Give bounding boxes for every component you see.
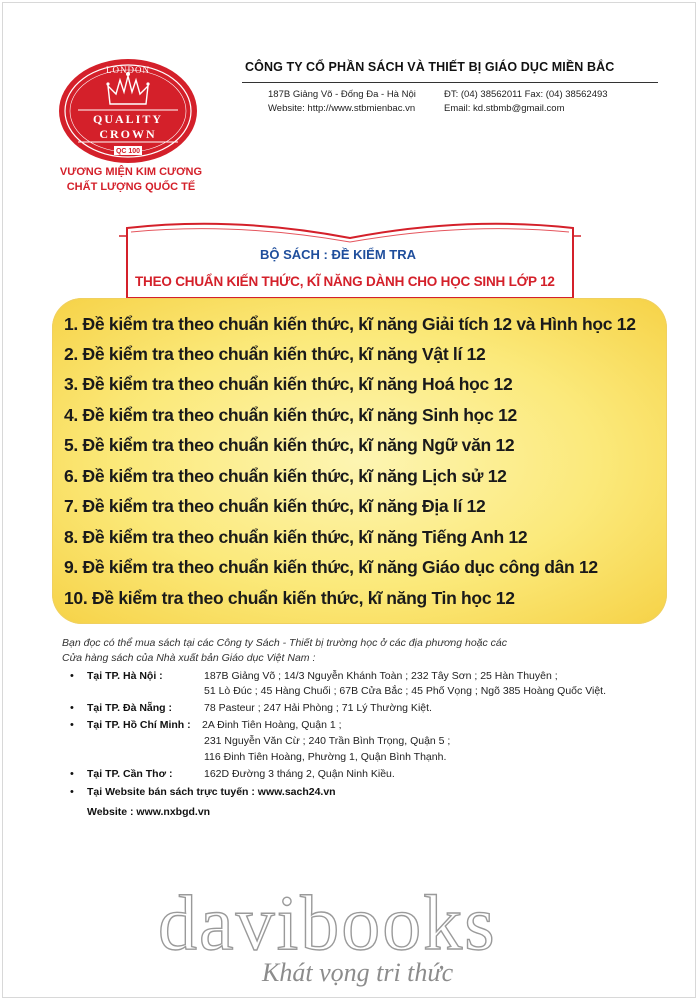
hanoi-line1: 187B Giảng Võ ; 14/3 Nguyễn Khánh Toàn ; 232 Tây Sơn ; 25 Hàn Thuyên ; bbox=[204, 670, 558, 682]
davibooks-wordmark: davibooks bbox=[158, 879, 497, 966]
book-item-10: 10. Đề kiểm tra theo chuẩn kiến thức, kĩ năng Tin học 12 bbox=[64, 588, 515, 608]
cantho-line1: 162D Đường 3 tháng 2, Quận Ninh Kiều. bbox=[204, 768, 395, 780]
logo-slogan-line2: CHẤT LƯỢNG QUỐC TẾ bbox=[66, 181, 196, 193]
hcm-line3: 116 Đinh Tiên Hoàng, Phường 1, Quận Bình Thạnh. bbox=[204, 751, 447, 763]
hcm-line1: 2A Đinh Tiên Hoàng, Quận 1 ; bbox=[202, 719, 342, 731]
book-item-4: 4. Đề kiểm tra theo chuẩn kiến thức, kĩ năng Sinh học 12 bbox=[64, 405, 517, 425]
header-divider bbox=[242, 82, 658, 83]
store-intro bbox=[62, 636, 662, 666]
bullet-icon: • bbox=[70, 670, 74, 682]
hanoi-label: Tại TP. Hà Nội : bbox=[87, 670, 163, 682]
company-email[interactable]: Email: kd.stbmb@gmail.com bbox=[444, 103, 565, 114]
book-item-8: 8. Đề kiểm tra theo chuẩn kiến thức, kĩ năng Tiếng Anh 12 bbox=[64, 527, 528, 547]
bullet-icon: • bbox=[70, 786, 74, 798]
logo-quality-text: QUALITY bbox=[92, 112, 163, 126]
bullet-icon: • bbox=[70, 768, 74, 780]
company-name: CÔNG TY CỔ PHẦN SÁCH VÀ THIẾT BỊ GIÁO DỤC MIỀN BẮC bbox=[245, 60, 615, 74]
bullet-icon: • bbox=[70, 719, 74, 731]
hcm-line2: 231 Nguyễn Văn Cừ ; 240 Trần Bình Trọng, Quận 5 ; bbox=[204, 735, 451, 747]
logo-slogan-line1: VƯƠNG MIỆN KIM CƯƠNG bbox=[59, 166, 203, 178]
book-item-7: 7. Đề kiểm tra theo chuẩn kiến thức, kĩ năng Địa lí 12 bbox=[64, 496, 486, 516]
book-item-9: 9. Đề kiểm tra theo chuẩn kiến thức, kĩ năng Giáo dục công dân 12 bbox=[64, 557, 598, 577]
company-website[interactable]: Website: http://www.stbmienbac.vn bbox=[268, 103, 416, 114]
company-address: 187B Giảng Võ - Đống Đa - Hà Nội bbox=[268, 89, 416, 100]
hanoi-line2: 51 Lò Đúc ; 45 Hàng Chuối ; 67B Cửa Bắc ; 45 Phố Vọng ; Ngõ 385 Hoàng Quốc Việt. bbox=[204, 685, 607, 697]
company-phone: ĐT: (04) 38562011 Fax: (04) 38562493 bbox=[444, 89, 608, 100]
danang-label: Tại TP. Đà Nẵng : bbox=[87, 702, 172, 714]
cantho-label: Tại TP. Cần Thơ : bbox=[87, 768, 173, 780]
book-item-1: 1. Đề kiểm tra theo chuẩn kiến thức, kĩ năng Giải tích 12 và Hình học 12 bbox=[64, 314, 636, 334]
book-item-3: 3. Đề kiểm tra theo chuẩn kiến thức, kĩ năng Hoá học 12 bbox=[64, 374, 513, 394]
quality-crown-logo bbox=[58, 58, 198, 164]
series-title: BỘ SÁCH : ĐỀ KIỂM TRA bbox=[260, 247, 416, 262]
bullet-icon: • bbox=[70, 702, 74, 714]
logo-crown-text: CROWN bbox=[99, 127, 157, 141]
logo-london-text: LONDON bbox=[106, 65, 150, 75]
online-store-label[interactable]: Tại Website bán sách trực tuyến : www.sach24.vn bbox=[87, 786, 336, 798]
series-subtitle: THEO CHUẨN KIẾN THỨC, KĨ NĂNG DÀNH CHO HỌC SINH LỚP 12 bbox=[135, 274, 555, 289]
hcm-label: Tại TP. Hồ Chí Minh : bbox=[87, 719, 191, 731]
danang-line1: 78 Pasteur ; 247 Hải Phòng ; 71 Lý Thường Kiệt. bbox=[204, 702, 432, 714]
book-item-6: 6. Đề kiểm tra theo chuẩn kiến thức, kĩ năng Lịch sử 12 bbox=[64, 466, 507, 486]
store-intro-line1: Bạn đọc có thể mua sách tại các Công ty Sách - Thiết bị trường học ở các địa phương hoặc các bbox=[62, 637, 507, 649]
publisher-website[interactable]: Website : www.nxbgd.vn bbox=[87, 806, 211, 818]
book-item-2: 2. Đề kiểm tra theo chuẩn kiến thức, kĩ năng Vật lí 12 bbox=[64, 344, 486, 364]
brand-tagline: Khát vọng tri thức bbox=[262, 958, 454, 987]
store-intro-line2: Cửa hàng sách của Nhà xuất bản Giáo dục Việt Nam : bbox=[62, 652, 316, 664]
book-item-5: 5. Đề kiểm tra theo chuẩn kiến thức, kĩ năng Ngữ văn 12 bbox=[64, 435, 515, 455]
logo-code-text: QC 100 bbox=[115, 148, 141, 155]
